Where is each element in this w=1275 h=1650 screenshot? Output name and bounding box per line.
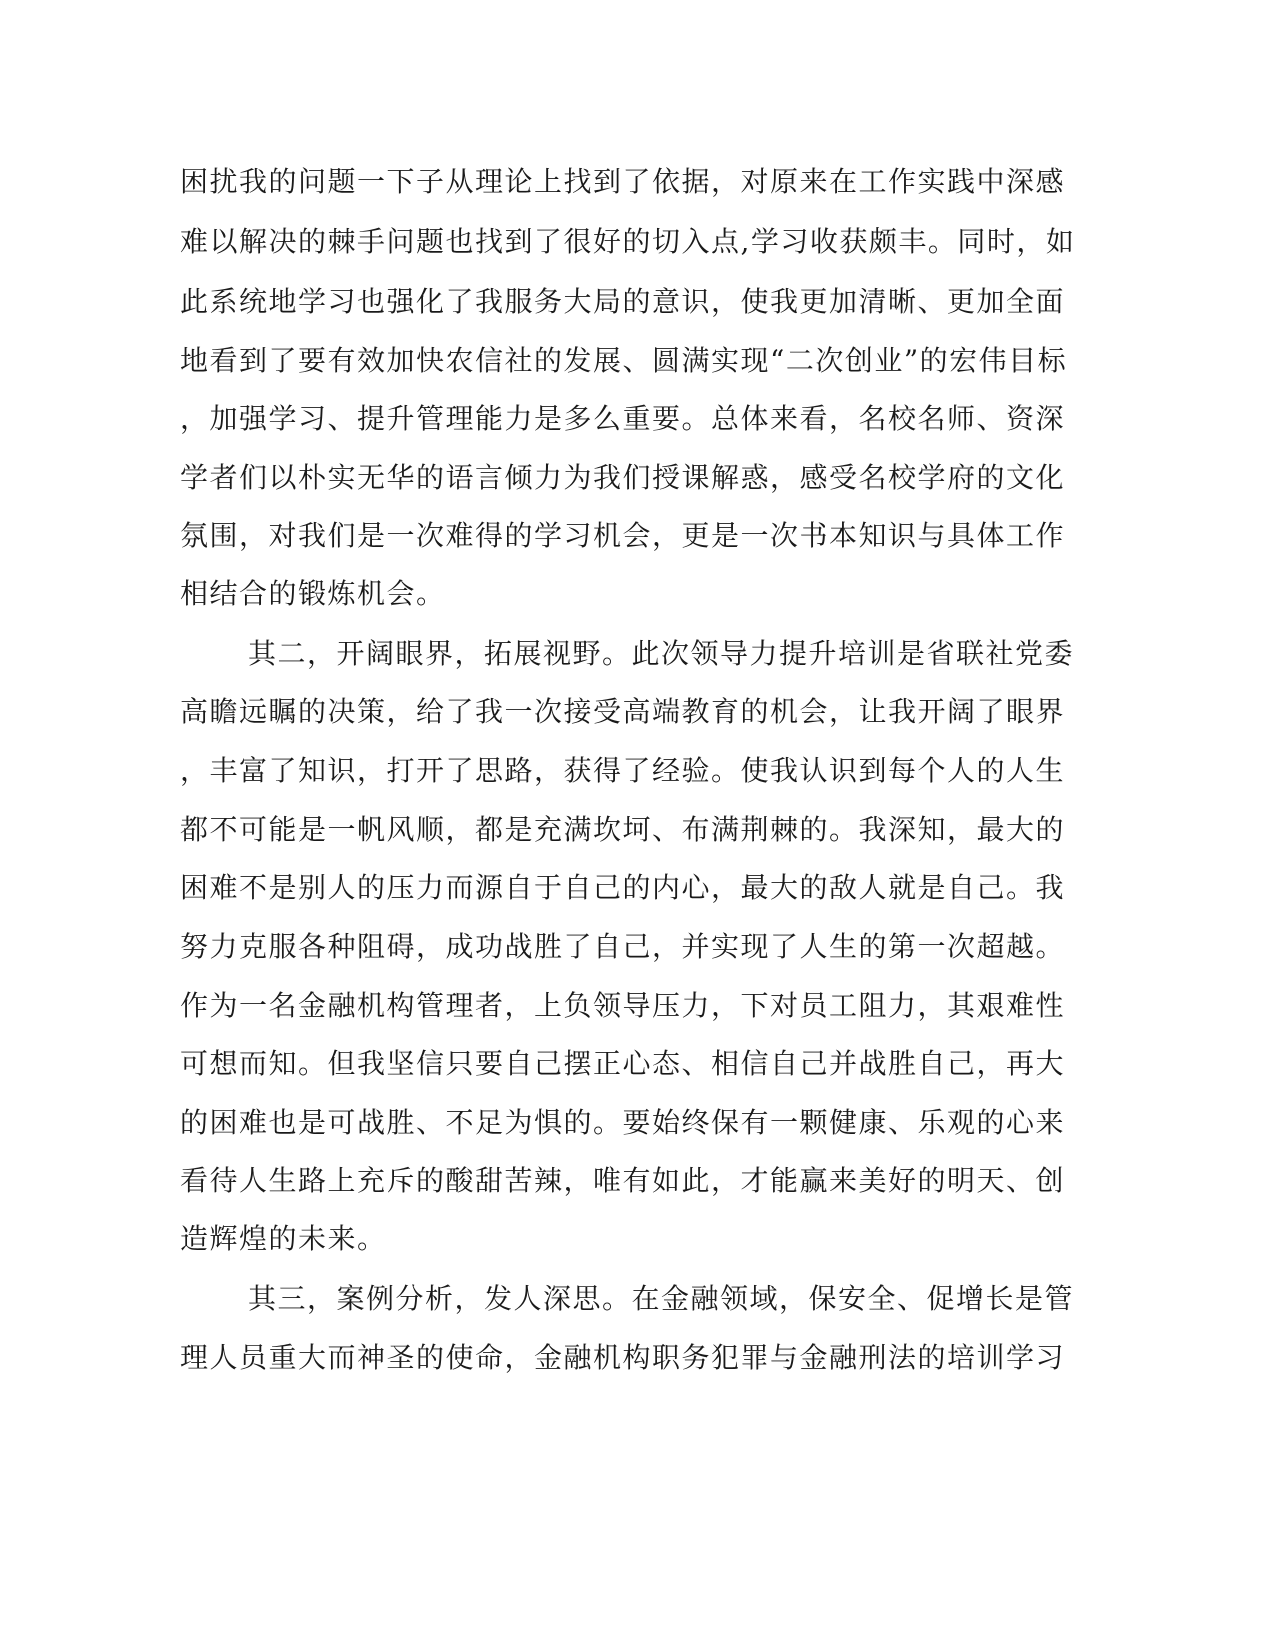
text-line: 困难不是别人的压力而源自于自己的内心，最大的敌人就是自己。我: [180, 871, 1066, 904]
text-line: 造辉煌的未来。: [180, 1222, 387, 1255]
text-line: 难以解决的棘手问题也找到了很好的切入点,学习收获颇丰。同时，如: [180, 225, 1076, 258]
text-line: 氛围，对我们是一次难得的学习机会，更是一次书本知识与具体工作: [180, 519, 1066, 552]
text-line: 相结合的锻炼机会。: [180, 577, 446, 610]
text-line: 地看到了要有效加快农信社的发展、圆满实现“二次创业”的宏伟目标: [180, 344, 1068, 377]
text-line: 此系统地学习也强化了我服务大局的意识，使我更加清晰、更加全面: [180, 285, 1066, 318]
paragraph-start-line: 其二，开阔眼界，拓展视野。此次领导力提升培训是省联社党委: [248, 637, 1075, 670]
text-line: 努力克服各种阻碍，成功战胜了自己，并实现了人生的第一次超越。: [180, 930, 1066, 963]
text-line: ，加强学习、提升管理能力是多么重要。总体来看，名校名师、资深: [180, 402, 1066, 435]
paragraph-start-line: 其三，案例分析，发人深思。在金融领域，保安全、促增长是管: [248, 1282, 1075, 1315]
text-line: 都不可能是一帆风顺，都是充满坎坷、布满荆棘的。我深知，最大的: [180, 813, 1066, 846]
text-line: 可想而知。但我坚信只要自己摆正心态、相信自己并战胜自己，再大: [180, 1047, 1066, 1080]
text-line: ，丰富了知识，打开了思路，获得了经验。使我认识到每个人的人生: [180, 754, 1066, 787]
text-line: 理人员重大而神圣的使命，金融机构职务犯罪与金融刑法的培训学习: [180, 1341, 1066, 1374]
text-line: 的困难也是可战胜、不足为惧的。要始终保有一颗健康、乐观的心来: [180, 1106, 1066, 1139]
text-line: 作为一名金融机构管理者，上负领导压力，下对员工阻力，其艰难性: [180, 989, 1066, 1022]
text-line: 学者们以朴实无华的语言倾力为我们授课解惑，感受名校学府的文化: [180, 461, 1066, 494]
text-line: 看待人生路上充斥的酸甜苦辣，唯有如此，才能赢来美好的明天、创: [180, 1164, 1066, 1197]
text-line: 困扰我的问题一下子从理论上找到了依据，对原来在工作实践中深感: [180, 165, 1066, 198]
text-line: 高瞻远瞩的决策，给了我一次接受高端教育的机会，让我开阔了眼界: [180, 695, 1066, 728]
